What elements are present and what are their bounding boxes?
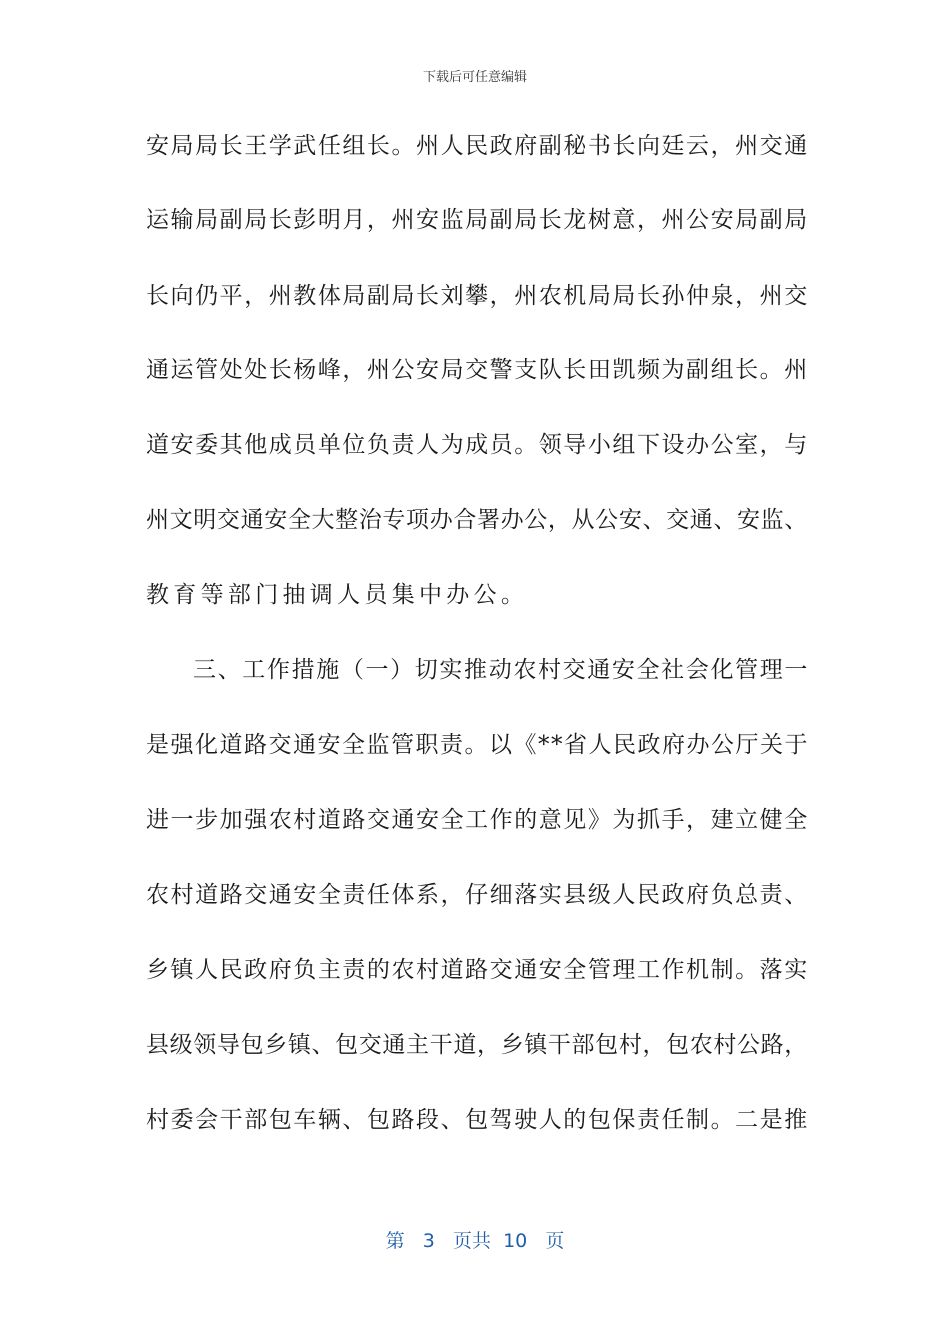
text-line-5: 道 安 委 其 他 成 员 单 位 负 责 人 为 成 员 。 领 导 小 组 下 设 办 公 室 ， 与 xyxy=(146,432,808,458)
text-line-10: 进 一 步 加 强 农 村 道 路 交 通 安 全 工 作 的 意 见 》 为 抓 手 ， 建 立 健 全 xyxy=(146,807,808,833)
header-note: 下载后可任意编辑 xyxy=(422,70,527,85)
text-line-12: 乡 镇 人 民 政 府 负 主 责 的 农 村 道 路 交 通 安 全 管 理 工 作 机 制 。 落 实 xyxy=(146,957,808,983)
footer-suffix: 页 xyxy=(545,1230,565,1252)
total-page-number: 10 xyxy=(503,1230,528,1252)
text-line-14: 村 委 会 干 部 包 车 辆 、 包 路 段 、 包 驾 驶 人 的 包 保 责 任 制 。 二 是 推 xyxy=(146,1107,808,1133)
text-line-7: 教育等部门抽调人员集中办公。 xyxy=(146,582,529,608)
text-line-11: 农 村 道 路 交 通 安 全 责 任 体 系 ， 仔 细 落 实 县 级 人 民 政 府 负 总 责 、 xyxy=(146,882,808,908)
text-line-6: 州 文 明 交 通 安 全 大 整 治 专 项 办 合 署 办 公 ， 从 公 安 、 交 通 、 安 监 、 xyxy=(146,507,808,533)
text-line-8: 三 、 工 作 措 施 （ 一 ） 切 实 推 动 农 村 交 通 安 全 社 会 化 管 理 一 xyxy=(193,657,808,683)
text-line-1: 安 局 局 长 王 学 武 任 组 长 。 州 人 民 政 府 副 秘 书 长 向 廷 云 ， 州 交 通 xyxy=(146,133,808,159)
text-line-9: 是 强 化 道 路 交 通 安 全 监 管 职 责 。 以 《 * * 省 人 民 政 府 办 公 厅 关 于 xyxy=(146,732,808,758)
page-footer xyxy=(0,1226,950,1253)
text-line-13: 县 级 领 导 包 乡 镇 、 包 交 通 主 干 道 ， 乡 镇 干 部 包 村 ， 包 农 村 公 路 ， xyxy=(146,1032,808,1058)
footer-middle: 页共 xyxy=(452,1230,491,1252)
text-line-4: 通 运 管 处 处 长 杨 峰 ， 州 公 安 局 交 警 支 队 长 田 凯 频 为 副 组 长 。 州 xyxy=(146,357,808,383)
current-page-number: 3 xyxy=(422,1230,435,1252)
text-line-3: 长 向 仍 平 ， 州 教 体 局 副 局 长 刘 攀 ， 州 农 机 局 局 长 孙 仲 泉 ， 州 交 xyxy=(146,283,808,309)
footer-prefix: 第 xyxy=(385,1230,405,1252)
text-line-2: 运 输 局 副 局 长 彭 明 月 ， 州 安 监 局 副 局 长 龙 树 意 ， 州 公 安 局 副 局 xyxy=(146,207,808,233)
